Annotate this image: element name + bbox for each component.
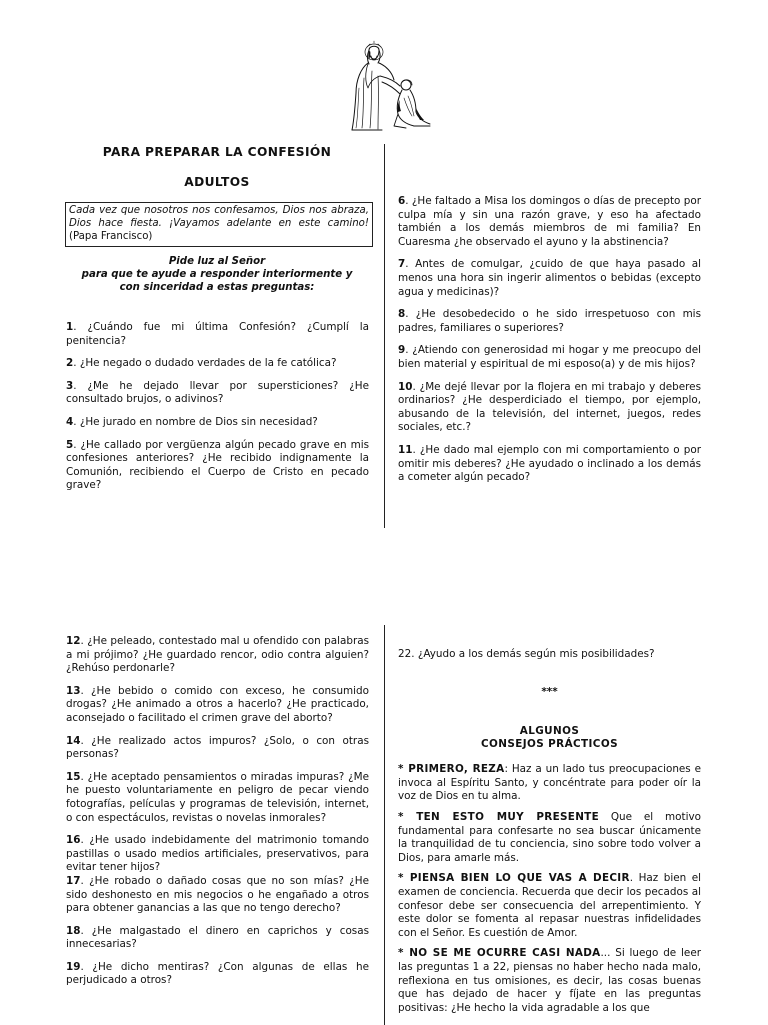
question-text: . ¿He realizado actos impuros? ¿Solo, o con otras personas? [66, 734, 369, 761]
consejo-text: . Haz bien el examen de conciencia. Recuerda que decir los pecados al confesor debe ser consecuencia del arrepentimiento. Y este dolor se fomenta al repasar nuestras infidelidades con el Señor. Es cuestión de Amor. [398, 872, 701, 939]
question-item [66, 380, 369, 407]
question-item [66, 735, 369, 762]
question-text: . ¿He dicho mentiras? ¿Con algunas de ellas he perjudicado a otros? [66, 960, 369, 987]
question-item [66, 925, 369, 952]
question-item [66, 439, 369, 493]
question-item [398, 344, 701, 371]
question-number: 16 [66, 834, 81, 847]
question-number: 12 [66, 635, 81, 647]
heading-line: para que te ayude a responder interiormente y [81, 268, 353, 280]
consejos-heading [398, 725, 701, 751]
question-text: . ¿He callado por vergüenza algún pecado grave en mis confesiones anteriores? ¿He recibido indignamente la Comunión, recibiendo el Cuerpo de Cristo en pecado grave? [66, 438, 369, 492]
consejo-lead: * PIENSA BIEN LO QUE VAS A DECIR [398, 872, 630, 885]
section-separator: *** [541, 685, 558, 698]
question-item [398, 648, 701, 662]
question-text: . ¿He aceptado pensamientos o miradas impuras? ¿Me he puesto voluntariamente en peligro de pecar viendo fotografías, películas y programas de televisión, internet, o con espectáculos, revistas o novelas inmorales? [66, 770, 369, 824]
page-subtitle: ADULTOS [184, 175, 250, 189]
consejo-item [398, 872, 701, 940]
question-number: 5 [66, 438, 74, 451]
consejo-lead: * NO SE ME OCURRE CASI NADA [398, 947, 601, 960]
consejo-text: ... Si luego de leer las preguntas 1 a 22, piensas no haber hecho nada malo, reflexiona en tus omisiones, es decir, las cosas buenas que has dejado de hacer y fíjate en las preguntas positivas: ¿He hecho la vida agradable a los que [398, 947, 701, 1014]
question-item [66, 635, 369, 676]
question-number: 7 [398, 258, 406, 271]
consejo-item [398, 811, 701, 865]
question-number: 18 [66, 924, 81, 937]
question-number: 15 [66, 770, 81, 783]
question-text: . ¿He malgastado el dinero en caprichos y cosas innecesarias? [66, 924, 369, 951]
question-item [398, 195, 701, 249]
question-number: 17 [66, 874, 81, 887]
question-item [66, 961, 369, 988]
question-item [398, 308, 701, 335]
question-item [66, 685, 369, 726]
question-text: . ¿He bebido o comido con exceso, he consumido drogas? ¿He animado a otros a hacerlo? ¿He practicado, aconsejado o facilitado el crimen grave del aborto? [66, 684, 369, 724]
column-divider [384, 625, 385, 1025]
question-number: 3 [66, 379, 74, 392]
question-number: 19 [66, 960, 81, 973]
question-text: . ¿He desobedecido o he sido irrespetuoso con mis padres, familiares o superiores? [398, 308, 701, 334]
quote-box [65, 202, 373, 247]
question-item [66, 321, 369, 348]
question-number: 9 [398, 344, 406, 357]
question-item [398, 381, 701, 435]
question-text: . Antes de comulgar, ¿cuido de que haya pasado al menos una hora sin ingerir alimentos o bebidas (excepto agua y medicinas)? [398, 258, 701, 298]
question-text: . ¿Ayudo a los demás según mis posibilidades? [411, 648, 655, 660]
jesus-embracing-penitent-illustration [334, 38, 434, 134]
heading-line: Pide luz al Señor [168, 256, 266, 267]
consejo-lead: * TEN ESTO MUY PRESENTE [398, 810, 599, 823]
consejo-lead: * PRIMERO, REZA [398, 763, 505, 776]
column-divider [384, 144, 385, 528]
page-title: PARA PREPARAR LA CONFESIÓN [102, 145, 332, 159]
question-number: 13 [66, 684, 81, 697]
question-text: . ¿Me dejé llevar por la flojera en mi trabajo y deberes ordinarios? ¿He desperdiciado el tiempo, por ejemplo, abusando de la televisión, del internet, juegos, redes sociales, etc.? [398, 380, 701, 434]
consejo-item [398, 763, 701, 804]
question-item [66, 875, 369, 916]
heading-line: con sinceridad a estas preguntas: [119, 281, 315, 293]
question-number: 2 [66, 357, 74, 370]
consejo-text: : Haz a un lado tus preocupaciones e invoca al Espíritu Santo, y concéntrate para poder oír la voz de Dios en tu alma. [398, 763, 701, 803]
question-text: . ¿Atiendo con generosidad mi hogar y me preocupo del bien material y espiritual de mi esposo(a) y de mis hijos? [398, 344, 701, 370]
question-item [66, 771, 369, 825]
question-number: 6 [398, 195, 406, 207]
question-text: . ¿He peleado, contestado mal u ofendido con palabras a mi prójimo? ¿He guardado rencor, odio contra alguien? ¿Rehúso perdonarle? [66, 635, 369, 675]
question-text: . ¿He usado indebidamente del matrimonio tomando pastillas o usado medios artificiales, preservativos, para evitar tener hijos? [66, 834, 369, 874]
question-item [66, 834, 369, 875]
question-text: . ¿He jurado en nombre de Dios sin necesidad? [73, 415, 318, 428]
question-text: . ¿He negado o dudado verdades de la fe católica? [73, 357, 337, 370]
question-number: 8 [398, 308, 406, 321]
consejos-heading-line: ALGUNOS [519, 725, 580, 738]
consejos-heading-line: CONSEJOS PRÁCTICOS [481, 738, 618, 751]
question-number: 11 [398, 443, 413, 456]
instructions-heading [66, 256, 368, 294]
question-text: . ¿Me he dejado llevar por supersticiones? ¿He consultado brujos, o adivinos? [66, 379, 369, 406]
consejos-column [398, 648, 701, 1022]
question-item [66, 416, 369, 430]
consejo-text: Que el motivo fundamental para confesarte no sea buscar únicamente la tranquilidad de tu conciencia, sino sobre todo volver a Dios, para amarle más. [398, 810, 702, 864]
consejo-item [398, 947, 701, 1015]
questions-column-lower-left [66, 635, 369, 997]
question-number: 4 [66, 415, 74, 428]
question-text: . ¿He faltado a Misa los domingos o días de precepto por culpa mía y sin una razón grave, y eso ha afectado también a los demás miembros de mi familia? En Cuaresma ¿he observado el ayuno y la abstinencia? [398, 195, 701, 248]
question-item [398, 258, 701, 299]
questions-column-upper-left [66, 321, 369, 502]
question-item [66, 357, 369, 371]
question-text: . ¿He robado o dañado cosas que no son mías? ¿He sido deshonesto en mis negocios o he engañado a otros para obtener ganancias a las que no tengo derecho? [66, 874, 369, 915]
question-number: 10 [398, 380, 413, 393]
quote-text: Cada vez que nosotros nos confesamos, Dios nos abraza, Dios hace fiesta. ¡Vayamos adelante en este camino! [69, 205, 369, 230]
question-item [398, 444, 701, 485]
question-text: . ¿Cuándo fue mi última Confesión? ¿Cumplí la penitencia? [66, 321, 369, 347]
question-text: . ¿He dado mal ejemplo con mi comportamiento o por omitir mis deberes? ¿He ayudado o inclinado a los demás a cometer algún pecado? [398, 443, 701, 484]
question-number: 22 [398, 648, 412, 660]
quote-attribution: (Papa Francisco) [69, 231, 153, 243]
question-number: 14 [66, 734, 81, 747]
questions-column-upper-right [398, 195, 701, 494]
question-number: 1 [66, 321, 74, 333]
